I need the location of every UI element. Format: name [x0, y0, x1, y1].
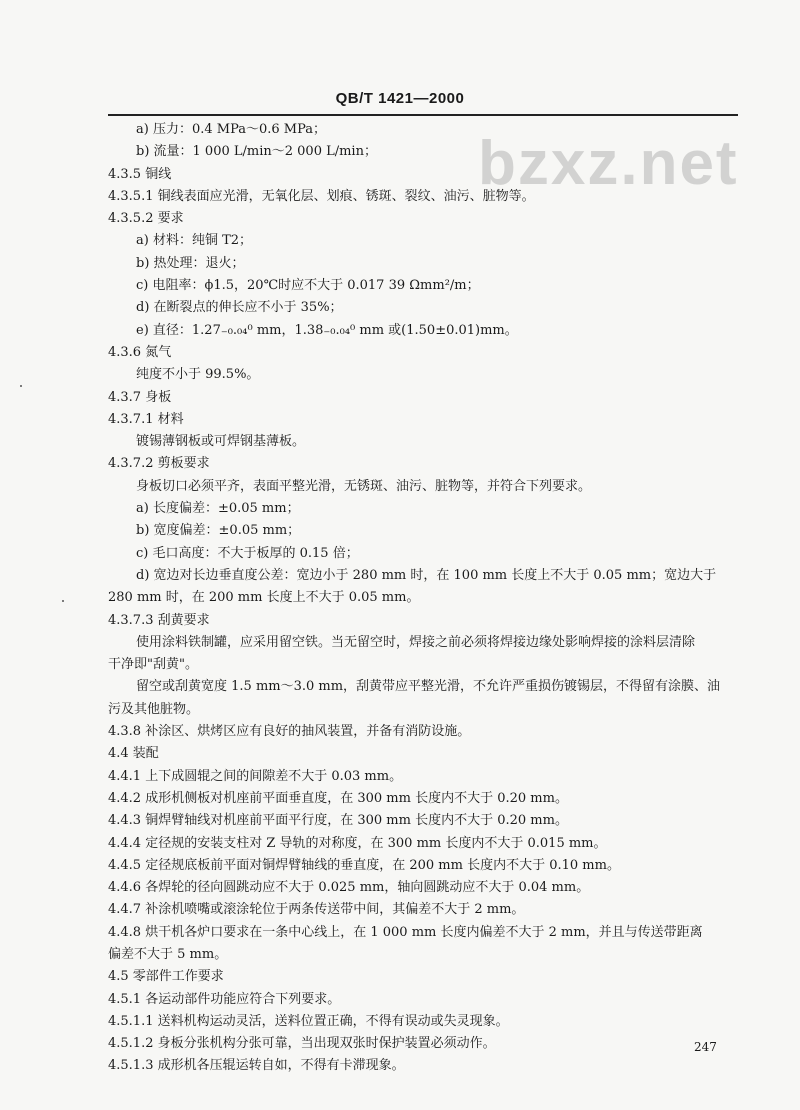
text-line: 4.4.2 成形机侧板对机座前平面垂直度，在 300 mm 长度内不大于 0.20 mm。 [108, 790, 568, 806]
text-line: 4.4.7 补涂机喷嘴或滚涂轮位于两条传送带中间，其偏差不大于 2 mm。 [108, 902, 525, 918]
scan-speck [20, 385, 22, 387]
text-line: b) 流量：1 000 L/min～2 000 L/min； [136, 144, 377, 160]
text-line: a) 压力：0.4 MPa～0.6 MPa； [136, 122, 327, 137]
text-line: 4.3.6 氮气 [108, 344, 172, 360]
text-line: 4.5.1 各运动部件功能应符合下列要求。 [108, 991, 341, 1007]
text-line: d) 宽边对长边垂直度公差：宽边小于 280 mm 时，在 100 mm 长度上不大于 0.05 mm；宽边大于 [136, 567, 717, 583]
text-line: 4.4 装配 [108, 746, 159, 762]
page-number: 247 [694, 1040, 717, 1054]
text-line: e) 直径：1.27₋₀.₀₄⁰ mm，1.38₋₀.₀₄⁰ mm 或(1.50±0.01)mm。 [136, 322, 518, 338]
text-line: 干净即"刮黄"。 [108, 657, 198, 673]
text-line: 留空或刮黄宽度 1.5 mm～3.0 mm，刮黄带应平整光滑，不允许严重损伤镀锡层，不得留有涂膜、油 [136, 679, 721, 695]
text-line: 4.4.5 定径规底板前平面对铜焊臂轴线的垂直度，在 200 mm 长度内不大于 0.10 mm。 [108, 857, 620, 873]
text-line: a) 长度偏差：±0.05 mm； [136, 501, 300, 517]
document-body [108, 119, 738, 1078]
text-line: 污及其他脏物。 [108, 701, 200, 717]
text-line: 纯度不小于 99.5%。 [136, 367, 260, 383]
text-line: c) 毛口高度：不大于板厚的 0.15 倍； [136, 545, 359, 561]
text-line: 4.5.1.2 身板分张机构分张可靠，当出现双张时保护装置必须动作。 [108, 1036, 496, 1052]
text-line: 4.5 零部件工作要求 [108, 969, 224, 985]
text-line: 4.3.7.3 刮黄要求 [108, 612, 210, 628]
scan-speck [62, 600, 64, 602]
text-line: 镀锡薄钢板或可焊钢基薄板。 [136, 434, 306, 450]
header-divider [108, 114, 738, 116]
text-line: 4.3.7.2 剪板要求 [108, 456, 210, 472]
text-line: 280 mm 时，在 200 mm 长度上不大于 0.05 mm。 [108, 590, 420, 606]
text-line: b) 热处理：退火； [136, 255, 245, 271]
text-line: 4.3.5.2 要求 [108, 211, 184, 227]
text-line: 4.3.5 铜线 [108, 166, 172, 182]
text-line: 4.4.3 铜焊臂轴线对机座前平面平行度，在 300 mm 长度内不大于 0.20 mm。 [108, 813, 568, 829]
text-line: 4.4.6 各焊轮的径向圆跳动应不大于 0.025 mm，轴向圆跳动应不大于 0.04 mm。 [108, 880, 590, 896]
text-line: c) 电阻率：ϕ1.5，20℃时应不大于 0.017 39 Ωmm²/m； [136, 278, 480, 294]
text-line: d) 在断裂点的伸长应不小于 35%； [136, 300, 343, 316]
text-line: 4.4.8 烘干机各炉口要求在一条中心线上，在 1 000 mm 长度内偏差不大于 2 mm，并且与传送带距离 [108, 924, 703, 940]
text-line: 4.4.4 定径规的安装支柱对 Z 导轨的对称度，在 300 mm 长度内不大于 0.015 mm。 [108, 835, 607, 851]
text-line: 4.3.7 身板 [108, 389, 172, 405]
text-line: a) 材料：纯铜 T2； [136, 233, 253, 249]
document-header-title: QB/T 1421—2000 [335, 90, 465, 107]
text-line: 4.5.1.1 送料机构运动灵活，送料位置正确，不得有误动或失灵现象。 [108, 1013, 509, 1029]
watermark: bzxz.net [478, 129, 739, 198]
text-line: 偏差不大于 5 mm。 [108, 946, 228, 962]
text-line: 4.3.5.1 铜线表面应光滑，无氧化层、划痕、锈斑、裂纹、油污、脏物等。 [108, 188, 535, 204]
text-line: 4.4.1 上下成圆辊之间的间隙差不大于 0.03 mm。 [108, 768, 403, 784]
text-line: 使用涂料铁制罐，应采用留空铁。当无留空时，焊接之前必须将焊接边缘处影响焊接的涂料层清除 [136, 634, 696, 650]
text-line: 4.5.1.3 成形机各压辊运转自如，不得有卡滞现象。 [108, 1058, 405, 1074]
text-line: 4.3.7.1 材料 [108, 411, 184, 427]
text-line: 4.3.8 补涂区、烘烤区应有良好的抽风装置，并备有消防设施。 [108, 724, 471, 740]
text-line: b) 宽度偏差：±0.05 mm； [136, 523, 301, 539]
text-line: 身板切口必须平齐，表面平整光滑，无锈斑、油污、脏物等，并符合下列要求。 [136, 478, 592, 494]
